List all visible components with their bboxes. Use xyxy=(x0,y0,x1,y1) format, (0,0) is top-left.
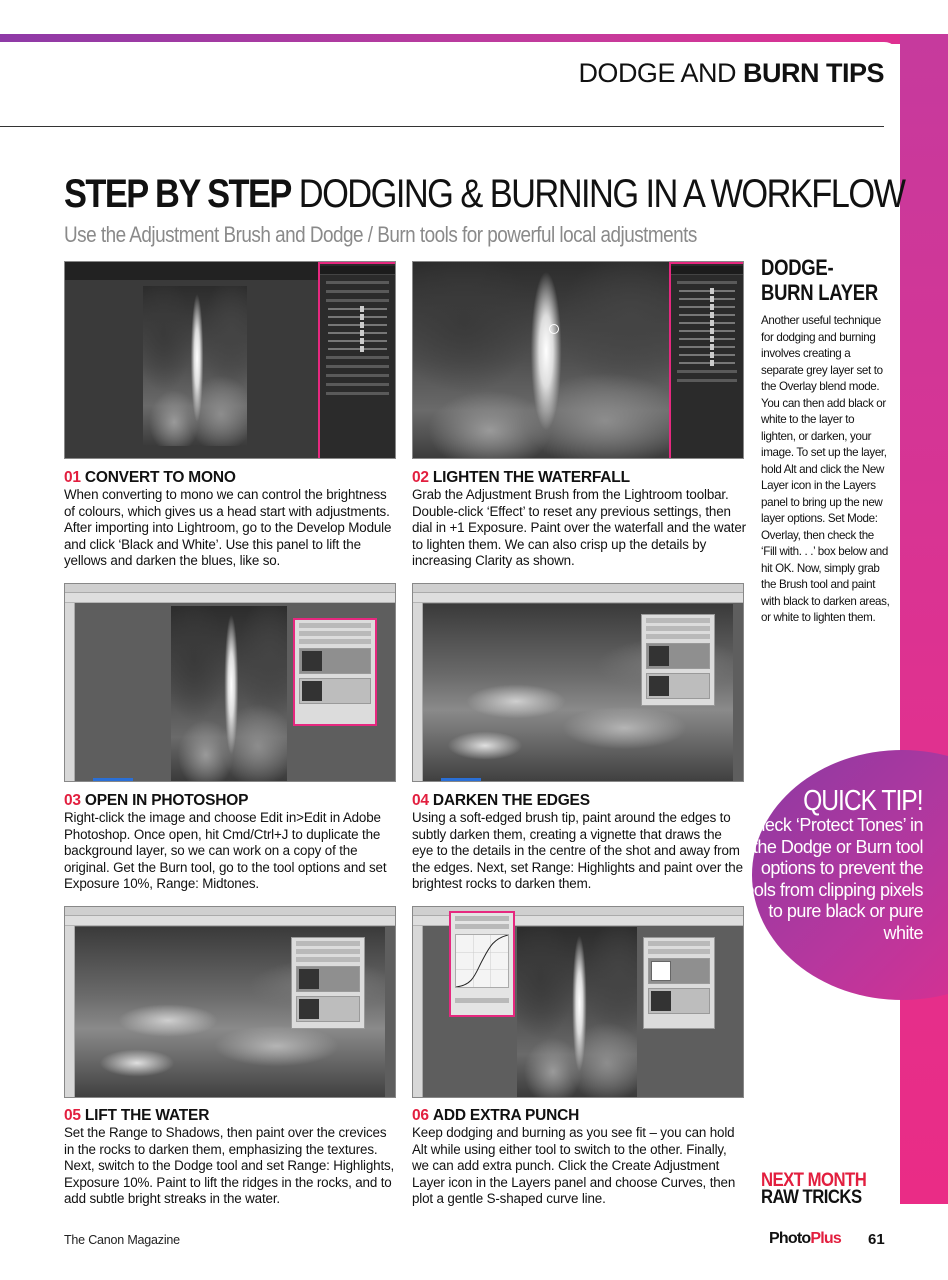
step-01-photo xyxy=(143,286,247,446)
step-02-photo xyxy=(413,262,669,459)
sidebar-body: Another useful technique for dodging and burning involves creating a separate grey layer set to the Overlay blend mode. You can then add black or white to the layer to lighten, or darken, your image. To set up the layer, hold Alt and click the New Layer icon in the Layers panel to bring up the new layer options. Set Mode: Overlay, then check the ‘Fill with. . .’ box below and hit OK. Now, simply grab the Brush tool and paint with black to darken areas, or white to lighten them. xyxy=(761,314,890,624)
step-04-body: Using a soft-edged brush tip, paint around the edges to subtly darken them, creating a vignette that draws the eye to the details in the centre of the shot and away from the edges. Next, set Range: Highlights and paint over the brightest rocks to darken them. xyxy=(412,810,743,891)
sidebar-heading: DODGE-BURN LAYER xyxy=(761,255,878,305)
step-06-title: 06 ADD EXTRA PUNCH xyxy=(412,1107,580,1124)
next-month-label: NEXT MONTH xyxy=(761,1170,867,1191)
header-rule xyxy=(0,126,884,127)
step-06-curves-panel xyxy=(449,911,515,1017)
section-title xyxy=(578,58,884,89)
section-title-bold: BURN TIPS xyxy=(742,58,884,88)
page-number: 61 xyxy=(868,1231,885,1248)
step-04-layers-panel xyxy=(641,614,715,706)
next-month-topic: RAW TRICKS xyxy=(761,1187,862,1208)
article-heading xyxy=(64,172,904,217)
step-06-screenshot xyxy=(412,906,744,1098)
section-title-light: DODGE AND xyxy=(578,58,736,88)
step-05-body: Set the Range to Shadows, then paint over the crevices in the rocks to darken them, emphasizing the textures. Next, switch to the Dodge tool and set Range: Highlights, Exposure 10%. Paint to lift the ridges in the rocks, and to add subtle bright streaks in the water. xyxy=(64,1125,395,1206)
step-02-screenshot xyxy=(412,261,744,459)
quick-tip-title: QUICK TIP! xyxy=(803,785,923,817)
step-04-title: 04 DARKEN THE EDGES xyxy=(412,792,590,809)
step-01-screenshot xyxy=(64,261,396,459)
step-03-layers-panel xyxy=(293,618,377,726)
step-05-screenshot xyxy=(64,906,396,1098)
brush-cursor-icon xyxy=(549,324,559,334)
step-01-highlight-panel xyxy=(318,262,396,459)
step-01-title: 01 CONVERT TO MONO xyxy=(64,469,236,486)
step-03-screenshot xyxy=(64,583,396,782)
magazine-name: The Canon Magazine xyxy=(64,1233,180,1247)
step-02-title: 02 LIGHTEN THE WATERFALL xyxy=(412,469,630,486)
step-01-body: When converting to mono we can control the brightness of colours, which gives us a head start with adjustments. After importing into Lightroom, go to the Develop Module and click ‘Black and White’. Use this panel to lift the yellows and darken the blues, like so. xyxy=(64,487,392,568)
curves-graph-icon xyxy=(455,934,509,988)
step-06-body: Keep dodging and burning as you see fit – you can hold Alt while using either tool to switch to the other. Finally, we can add extra punch. Click the Create Adjustment Layer icon in the Layers panel and choose Curves, then plot a gentle S-shaped curve line. xyxy=(412,1125,736,1206)
step-03-photo xyxy=(171,606,287,781)
step-04-screenshot xyxy=(412,583,744,782)
step-03-body: Right-click the image and choose Edit in>Edit in Adobe Photoshop. Once open, hit Cmd/Ctrl+J to duplicate the background layer, so we can work on a copy of the original. Get the Burn tool, go to the tool options and set Exposure 10%, Range: Midtones. xyxy=(64,810,387,891)
step-05-layers-panel xyxy=(291,937,365,1029)
step-06-photo xyxy=(517,927,637,1097)
step-02-body: Grab the Adjustment Brush from the Lightroom toolbar. Double-click ‘Effect’ to reset any previous settings, then dial in +1 Exposure. Paint over the waterfall and the water to lighten them. We can also crisp up the details by increasing Clarity as shown. xyxy=(412,487,746,568)
article-subheading: Use the Adjustment Brush and Dodge / Burn tools for powerful local adjustments xyxy=(64,222,697,247)
article-heading-bold: STEP BY STEP xyxy=(64,172,291,216)
step-05-title: 05 LIFT THE WATER xyxy=(64,1107,210,1124)
step-06-layers-panel xyxy=(643,937,715,1029)
step-03-title: 03 OPEN IN PHOTOSHOP xyxy=(64,792,249,809)
right-color-band xyxy=(900,34,948,1204)
step-02-highlight-panel xyxy=(669,262,744,459)
quick-tip-body: Check ‘Protect Tones’ in the Dodge or Burn tool options to prevent the tools from clipping pixels to pure black or pure white xyxy=(739,815,923,943)
brand-logo: PhotoPlus xyxy=(769,1230,841,1247)
article-heading-rest: DODGING & BURNING IN A WORKFLOW xyxy=(298,172,905,216)
